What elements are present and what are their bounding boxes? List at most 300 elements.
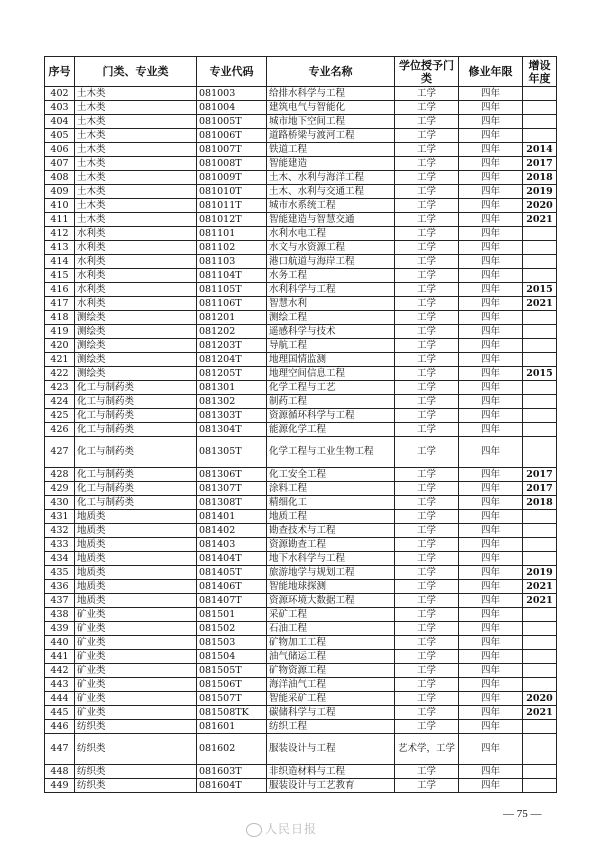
cell-major-name: 服装设计与工艺教育 bbox=[267, 779, 395, 793]
table-row bbox=[45, 423, 557, 437]
cell-code: 081406T bbox=[197, 580, 267, 594]
table-row bbox=[45, 636, 557, 650]
cell-duration: 四年 bbox=[459, 482, 523, 496]
table-row bbox=[45, 594, 557, 608]
cell-duration: 四年 bbox=[459, 185, 523, 199]
cell-degree: 工学 bbox=[395, 608, 459, 622]
cell-major-name: 建筑电气与智能化 bbox=[267, 101, 395, 115]
cell-index: 415 bbox=[45, 269, 75, 283]
cell-major-name: 精细化工 bbox=[267, 496, 395, 510]
cell-year-added bbox=[523, 779, 557, 793]
cell-degree: 工学 bbox=[395, 171, 459, 185]
cell-index: 429 bbox=[45, 482, 75, 496]
cell-duration: 四年 bbox=[459, 552, 523, 566]
table-row bbox=[45, 552, 557, 566]
cell-category: 矿业类 bbox=[75, 636, 197, 650]
cell-category: 地质类 bbox=[75, 552, 197, 566]
cell-index: 426 bbox=[45, 423, 75, 437]
cell-category: 水利类 bbox=[75, 297, 197, 311]
cell-year-added: 2021 bbox=[523, 594, 557, 608]
cell-duration: 四年 bbox=[459, 636, 523, 650]
header-degree: 学位授予门类 bbox=[395, 57, 459, 87]
cell-degree: 工学 bbox=[395, 101, 459, 115]
cell-category: 化工与制药类 bbox=[75, 381, 197, 395]
cell-category: 地质类 bbox=[75, 524, 197, 538]
cell-major-name: 化学工程与工艺 bbox=[267, 381, 395, 395]
cell-degree: 工学 bbox=[395, 496, 459, 510]
cell-major-name: 海洋油气工程 bbox=[267, 678, 395, 692]
cell-index: 443 bbox=[45, 678, 75, 692]
cell-year-added bbox=[523, 87, 557, 101]
cell-code: 081301 bbox=[197, 381, 267, 395]
cell-duration: 四年 bbox=[459, 353, 523, 367]
cell-index: 437 bbox=[45, 594, 75, 608]
cell-index: 435 bbox=[45, 566, 75, 580]
cell-index: 442 bbox=[45, 664, 75, 678]
cell-duration: 四年 bbox=[459, 437, 523, 468]
table-row bbox=[45, 706, 557, 720]
cell-major-name: 土木、水利与海洋工程 bbox=[267, 171, 395, 185]
cell-index: 449 bbox=[45, 779, 75, 793]
cell-duration: 四年 bbox=[459, 468, 523, 482]
cell-category: 土木类 bbox=[75, 129, 197, 143]
cell-major-name: 化工安全工程 bbox=[267, 468, 395, 482]
cell-degree: 工学 bbox=[395, 325, 459, 339]
cell-category: 矿业类 bbox=[75, 706, 197, 720]
cell-index: 432 bbox=[45, 524, 75, 538]
cell-duration: 四年 bbox=[459, 779, 523, 793]
cell-code: 081004 bbox=[197, 101, 267, 115]
table-row bbox=[45, 678, 557, 692]
cell-code: 081011T bbox=[197, 199, 267, 213]
cell-major-name: 土木、水利与交通工程 bbox=[267, 185, 395, 199]
cell-duration: 四年 bbox=[459, 325, 523, 339]
cell-major-name: 矿物加工工程 bbox=[267, 636, 395, 650]
cell-degree: 工学 bbox=[395, 213, 459, 227]
cell-code: 081104T bbox=[197, 269, 267, 283]
cell-code: 081005T bbox=[197, 115, 267, 129]
cell-year-added bbox=[523, 437, 557, 468]
cell-duration: 四年 bbox=[459, 496, 523, 510]
header-index: 序号 bbox=[45, 57, 75, 87]
cell-code: 081204T bbox=[197, 353, 267, 367]
cell-year-added: 2020 bbox=[523, 199, 557, 213]
cell-code: 081502 bbox=[197, 622, 267, 636]
cell-duration: 四年 bbox=[459, 765, 523, 779]
table-row bbox=[45, 395, 557, 409]
cell-year-added bbox=[523, 720, 557, 734]
cell-index: 405 bbox=[45, 129, 75, 143]
cell-degree: 艺术学，工学 bbox=[395, 734, 459, 765]
cell-category: 土木类 bbox=[75, 199, 197, 213]
cell-duration: 四年 bbox=[459, 734, 523, 765]
cell-category: 纺织类 bbox=[75, 765, 197, 779]
cell-code: 081505T bbox=[197, 664, 267, 678]
cell-duration: 四年 bbox=[459, 87, 523, 101]
table-row bbox=[45, 311, 557, 325]
table-row bbox=[45, 115, 557, 129]
cell-code: 081303T bbox=[197, 409, 267, 423]
cell-major-name: 道路桥梁与渡河工程 bbox=[267, 129, 395, 143]
cell-duration: 四年 bbox=[459, 241, 523, 255]
cell-degree: 工学 bbox=[395, 622, 459, 636]
cell-major-name: 导航工程 bbox=[267, 339, 395, 353]
cell-degree: 工学 bbox=[395, 468, 459, 482]
cell-degree: 工学 bbox=[395, 199, 459, 213]
cell-index: 444 bbox=[45, 692, 75, 706]
cell-degree: 工学 bbox=[395, 664, 459, 678]
cell-major-name: 勘查技术与工程 bbox=[267, 524, 395, 538]
cell-year-added bbox=[523, 734, 557, 765]
cell-code: 081006T bbox=[197, 129, 267, 143]
cell-year-added bbox=[523, 608, 557, 622]
cell-code: 081405T bbox=[197, 566, 267, 580]
cell-year-added bbox=[523, 241, 557, 255]
cell-category: 土木类 bbox=[75, 143, 197, 157]
cell-category: 地质类 bbox=[75, 580, 197, 594]
cell-code: 081506T bbox=[197, 678, 267, 692]
cell-index: 413 bbox=[45, 241, 75, 255]
cell-code: 081401 bbox=[197, 510, 267, 524]
cell-degree: 工学 bbox=[395, 241, 459, 255]
cell-degree: 工学 bbox=[395, 594, 459, 608]
cell-code: 081007T bbox=[197, 143, 267, 157]
table-row bbox=[45, 367, 557, 381]
cell-year-added: 2015 bbox=[523, 367, 557, 381]
cell-index: 408 bbox=[45, 171, 75, 185]
cell-category: 纺织类 bbox=[75, 720, 197, 734]
cell-index: 409 bbox=[45, 185, 75, 199]
cell-major-name: 地下水科学与工程 bbox=[267, 552, 395, 566]
table-row bbox=[45, 213, 557, 227]
cell-degree: 工学 bbox=[395, 765, 459, 779]
cell-category: 矿业类 bbox=[75, 622, 197, 636]
table-row bbox=[45, 353, 557, 367]
cell-category: 矿业类 bbox=[75, 608, 197, 622]
cell-duration: 四年 bbox=[459, 311, 523, 325]
cell-major-name: 地理国情监测 bbox=[267, 353, 395, 367]
cell-major-name: 矿物资源工程 bbox=[267, 664, 395, 678]
cell-code: 081601 bbox=[197, 720, 267, 734]
cell-year-added: 2021 bbox=[523, 297, 557, 311]
cell-duration: 四年 bbox=[459, 678, 523, 692]
cell-duration: 四年 bbox=[459, 664, 523, 678]
cell-year-added: 2018 bbox=[523, 171, 557, 185]
cell-year-added bbox=[523, 325, 557, 339]
cell-year-added: 2017 bbox=[523, 157, 557, 171]
cell-degree: 工学 bbox=[395, 129, 459, 143]
cell-major-name: 智能地球探测 bbox=[267, 580, 395, 594]
cell-code: 081010T bbox=[197, 185, 267, 199]
header-major-name: 专业名称 bbox=[267, 57, 395, 87]
cell-category: 土木类 bbox=[75, 87, 197, 101]
cell-index: 428 bbox=[45, 468, 75, 482]
cell-degree: 工学 bbox=[395, 510, 459, 524]
cell-duration: 四年 bbox=[459, 720, 523, 734]
cell-degree: 工学 bbox=[395, 339, 459, 353]
cell-duration: 四年 bbox=[459, 692, 523, 706]
table-row bbox=[45, 381, 557, 395]
table-row bbox=[45, 437, 557, 468]
cell-code: 081504 bbox=[197, 650, 267, 664]
cell-year-added bbox=[523, 678, 557, 692]
cell-year-added: 2021 bbox=[523, 580, 557, 594]
cell-index: 414 bbox=[45, 255, 75, 269]
table-row bbox=[45, 765, 557, 779]
table-row bbox=[45, 692, 557, 706]
cell-code: 081402 bbox=[197, 524, 267, 538]
cell-index: 427 bbox=[45, 437, 75, 468]
cell-year-added: 2014 bbox=[523, 143, 557, 157]
cell-year-added: 2021 bbox=[523, 706, 557, 720]
cell-major-name: 碳储科学与工程 bbox=[267, 706, 395, 720]
cell-category: 化工与制药类 bbox=[75, 409, 197, 423]
cell-index: 448 bbox=[45, 765, 75, 779]
cell-index: 421 bbox=[45, 353, 75, 367]
cell-year-added: 2017 bbox=[523, 482, 557, 496]
cell-major-name: 服装设计与工程 bbox=[267, 734, 395, 765]
cell-category: 矿业类 bbox=[75, 692, 197, 706]
cell-year-added bbox=[523, 524, 557, 538]
cell-category: 矿业类 bbox=[75, 650, 197, 664]
cell-category: 化工与制药类 bbox=[75, 468, 197, 482]
cell-year-added bbox=[523, 765, 557, 779]
cell-year-added bbox=[523, 395, 557, 409]
cell-code: 081012T bbox=[197, 213, 267, 227]
table-row bbox=[45, 143, 557, 157]
cell-degree: 工学 bbox=[395, 720, 459, 734]
cell-category: 水利类 bbox=[75, 269, 197, 283]
cell-category: 土木类 bbox=[75, 157, 197, 171]
cell-code: 081008T bbox=[197, 157, 267, 171]
cell-major-name: 城市水系统工程 bbox=[267, 199, 395, 213]
cell-major-name: 纺织工程 bbox=[267, 720, 395, 734]
table-row bbox=[45, 255, 557, 269]
cell-major-name: 智慧水利 bbox=[267, 297, 395, 311]
cell-degree: 工学 bbox=[395, 297, 459, 311]
cell-index: 441 bbox=[45, 650, 75, 664]
cell-degree: 工学 bbox=[395, 185, 459, 199]
page-number: — 75 — bbox=[503, 808, 542, 820]
cell-index: 425 bbox=[45, 409, 75, 423]
cell-code: 081508TK bbox=[197, 706, 267, 720]
cell-index: 419 bbox=[45, 325, 75, 339]
cell-degree: 工学 bbox=[395, 269, 459, 283]
cell-degree: 工学 bbox=[395, 524, 459, 538]
cell-degree: 工学 bbox=[395, 115, 459, 129]
header-code: 专业代码 bbox=[197, 57, 267, 87]
table-row bbox=[45, 608, 557, 622]
cell-year-added: 2021 bbox=[523, 213, 557, 227]
cell-category: 纺织类 bbox=[75, 734, 197, 765]
table-row bbox=[45, 241, 557, 255]
cell-duration: 四年 bbox=[459, 395, 523, 409]
cell-year-added bbox=[523, 510, 557, 524]
cell-index: 423 bbox=[45, 381, 75, 395]
cell-degree: 工学 bbox=[395, 283, 459, 297]
watermark-text: 人民日报 bbox=[265, 822, 318, 836]
watermark bbox=[246, 820, 317, 837]
cell-duration: 四年 bbox=[459, 101, 523, 115]
cell-category: 化工与制药类 bbox=[75, 482, 197, 496]
cell-degree: 工学 bbox=[395, 227, 459, 241]
cell-major-name: 水利科学与工程 bbox=[267, 283, 395, 297]
cell-major-name: 资源循环科学与工程 bbox=[267, 409, 395, 423]
cell-year-added bbox=[523, 115, 557, 129]
cell-category: 测绘类 bbox=[75, 325, 197, 339]
cell-index: 446 bbox=[45, 720, 75, 734]
cell-category: 矿业类 bbox=[75, 678, 197, 692]
cell-duration: 四年 bbox=[459, 171, 523, 185]
cell-category: 地质类 bbox=[75, 566, 197, 580]
table-row bbox=[45, 566, 557, 580]
cell-index: 436 bbox=[45, 580, 75, 594]
cell-duration: 四年 bbox=[459, 143, 523, 157]
cell-index: 431 bbox=[45, 510, 75, 524]
header-year-added: 增设年度 bbox=[523, 57, 557, 87]
cell-index: 403 bbox=[45, 101, 75, 115]
table-row bbox=[45, 468, 557, 482]
table-row bbox=[45, 269, 557, 283]
cell-category: 水利类 bbox=[75, 227, 197, 241]
cell-code: 081603T bbox=[197, 765, 267, 779]
cell-degree: 工学 bbox=[395, 255, 459, 269]
table-row bbox=[45, 580, 557, 594]
cell-year-added: 2015 bbox=[523, 283, 557, 297]
cell-year-added bbox=[523, 269, 557, 283]
cell-category: 化工与制药类 bbox=[75, 437, 197, 468]
table-row bbox=[45, 325, 557, 339]
cell-index: 440 bbox=[45, 636, 75, 650]
table-body bbox=[45, 87, 557, 793]
cell-code: 081205T bbox=[197, 367, 267, 381]
cell-duration: 四年 bbox=[459, 199, 523, 213]
table-row bbox=[45, 409, 557, 423]
cell-category: 土木类 bbox=[75, 115, 197, 129]
table-row bbox=[45, 734, 557, 765]
cell-category: 水利类 bbox=[75, 241, 197, 255]
cell-category: 地质类 bbox=[75, 594, 197, 608]
table-row bbox=[45, 199, 557, 213]
cell-major-name: 城市地下空间工程 bbox=[267, 115, 395, 129]
cell-major-name: 水文与水资源工程 bbox=[267, 241, 395, 255]
cell-index: 411 bbox=[45, 213, 75, 227]
table-row bbox=[45, 157, 557, 171]
cell-duration: 四年 bbox=[459, 538, 523, 552]
cell-duration: 四年 bbox=[459, 339, 523, 353]
cell-duration: 四年 bbox=[459, 115, 523, 129]
cell-index: 406 bbox=[45, 143, 75, 157]
cell-code: 081203T bbox=[197, 339, 267, 353]
cell-duration: 四年 bbox=[459, 297, 523, 311]
cell-year-added bbox=[523, 101, 557, 115]
cell-duration: 四年 bbox=[459, 650, 523, 664]
cell-category: 土木类 bbox=[75, 213, 197, 227]
cell-degree: 工学 bbox=[395, 353, 459, 367]
cell-year-added: 2019 bbox=[523, 185, 557, 199]
cell-duration: 四年 bbox=[459, 255, 523, 269]
cell-code: 081501 bbox=[197, 608, 267, 622]
table-row bbox=[45, 622, 557, 636]
cell-code: 081201 bbox=[197, 311, 267, 325]
cell-index: 434 bbox=[45, 552, 75, 566]
cell-duration: 四年 bbox=[459, 510, 523, 524]
cell-degree: 工学 bbox=[395, 87, 459, 101]
cell-duration: 四年 bbox=[459, 580, 523, 594]
cell-category: 地质类 bbox=[75, 510, 197, 524]
cell-degree: 工学 bbox=[395, 482, 459, 496]
cell-degree: 工学 bbox=[395, 779, 459, 793]
cell-category: 测绘类 bbox=[75, 311, 197, 325]
table-row bbox=[45, 779, 557, 793]
cell-degree: 工学 bbox=[395, 580, 459, 594]
cell-degree: 工学 bbox=[395, 552, 459, 566]
cell-category: 水利类 bbox=[75, 283, 197, 297]
cell-duration: 四年 bbox=[459, 706, 523, 720]
table-row bbox=[45, 650, 557, 664]
cell-index: 402 bbox=[45, 87, 75, 101]
cell-year-added bbox=[523, 552, 557, 566]
table-row bbox=[45, 101, 557, 115]
cell-code: 081102 bbox=[197, 241, 267, 255]
cell-year-added: 2018 bbox=[523, 496, 557, 510]
cell-duration: 四年 bbox=[459, 157, 523, 171]
cell-index: 447 bbox=[45, 734, 75, 765]
table-row bbox=[45, 482, 557, 496]
cell-code: 081507T bbox=[197, 692, 267, 706]
cell-major-name: 资源环境大数据工程 bbox=[267, 594, 395, 608]
cell-category: 测绘类 bbox=[75, 339, 197, 353]
cell-category: 测绘类 bbox=[75, 367, 197, 381]
cell-code: 081101 bbox=[197, 227, 267, 241]
table-row bbox=[45, 129, 557, 143]
table-header-row bbox=[45, 57, 557, 87]
table-row bbox=[45, 524, 557, 538]
cell-duration: 四年 bbox=[459, 566, 523, 580]
cell-degree: 工学 bbox=[395, 143, 459, 157]
cell-category: 矿业类 bbox=[75, 664, 197, 678]
cell-index: 404 bbox=[45, 115, 75, 129]
cell-year-added bbox=[523, 129, 557, 143]
cell-category: 水利类 bbox=[75, 255, 197, 269]
cell-index: 416 bbox=[45, 283, 75, 297]
cell-duration: 四年 bbox=[459, 594, 523, 608]
cell-year-added bbox=[523, 538, 557, 552]
cell-index: 430 bbox=[45, 496, 75, 510]
table-row bbox=[45, 664, 557, 678]
cell-year-added: 2019 bbox=[523, 566, 557, 580]
cell-duration: 四年 bbox=[459, 283, 523, 297]
cell-index: 445 bbox=[45, 706, 75, 720]
table-row bbox=[45, 720, 557, 734]
cell-code: 081302 bbox=[197, 395, 267, 409]
cell-major-name: 智能建造与智慧交通 bbox=[267, 213, 395, 227]
cell-duration: 四年 bbox=[459, 409, 523, 423]
cell-code: 081009T bbox=[197, 171, 267, 185]
cell-degree: 工学 bbox=[395, 636, 459, 650]
cell-major-name: 非织造材料与工程 bbox=[267, 765, 395, 779]
cell-major-name: 石油工程 bbox=[267, 622, 395, 636]
table-row bbox=[45, 283, 557, 297]
cell-major-name: 智能建造 bbox=[267, 157, 395, 171]
cell-major-name: 涂料工程 bbox=[267, 482, 395, 496]
cell-code: 081306T bbox=[197, 468, 267, 482]
cell-code: 081305T bbox=[197, 437, 267, 468]
cell-index: 418 bbox=[45, 311, 75, 325]
cell-degree: 工学 bbox=[395, 706, 459, 720]
cell-major-name: 港口航道与海岸工程 bbox=[267, 255, 395, 269]
cell-category: 化工与制药类 bbox=[75, 496, 197, 510]
